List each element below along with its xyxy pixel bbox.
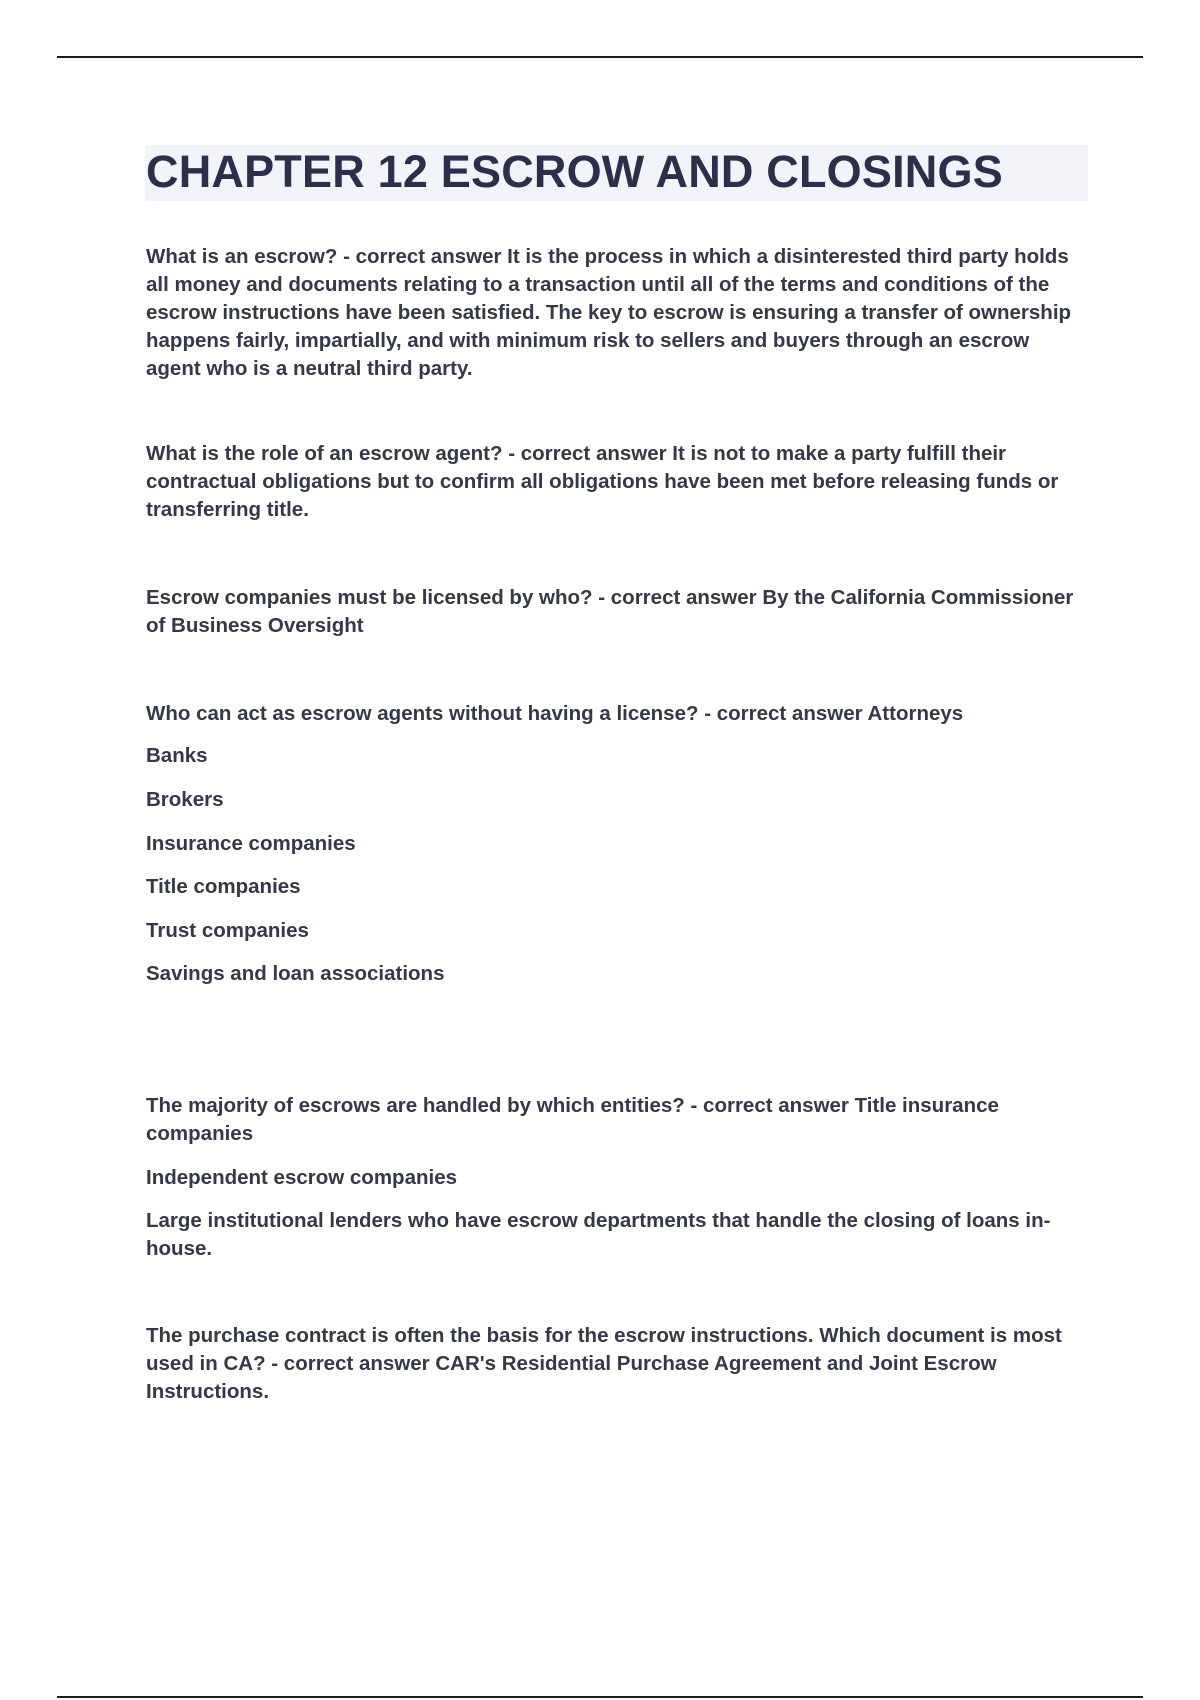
- qa-escrow-definition: What is an escrow? - correct answer It is the process in which a disinterested third party holds all money and documents relating to a transaction until all of the terms and conditions of the escrow instructions have been satisfied. The key to escrow is ensuring a transfer of ownership happens fairly, impartially, and with minimum risk to sellers and buyers through an escrow agent who is a neutral third party.: [146, 245, 1072, 380]
- bottom-rule: [57, 1696, 1143, 1698]
- list-item: Savings and loan associations: [146, 962, 445, 985]
- list-item: Trust companies: [146, 919, 309, 942]
- qa-purchase-contract: The purchase contract is often the basis for the escrow instructions. Which document is most used in CA? - correct answer CAR's Residential Purchase Agreement and Joint Escrow Instructions.: [146, 1324, 1062, 1403]
- list-item: Insurance companies: [146, 832, 356, 855]
- qa-escrow-entities: The majority of escrows are handled by which entities? - correct answer Title insurance companies: [146, 1094, 999, 1145]
- qa-unlicensed-agents: Who can act as escrow agents without having a license? - correct answer Attorneys: [146, 702, 964, 725]
- page-title: CHAPTER 12 ESCROW AND CLOSINGS: [146, 146, 1003, 197]
- qa-escrow-licensing: Escrow companies must be licensed by who? - correct answer By the California Commissioner of Business Oversight: [146, 586, 1074, 637]
- top-rule: [57, 56, 1143, 58]
- list-item: Title companies: [146, 875, 301, 898]
- list-item: Large institutional lenders who have escrow departments that handle the closing of loans in-house.: [146, 1209, 1051, 1260]
- list-item: Independent escrow companies: [146, 1166, 457, 1189]
- qa-escrow-agent-role: What is the role of an escrow agent? - correct answer It is not to make a party fulfill their contractual obligations but to confirm all obligations have been met before releasing funds or transferring title.: [146, 442, 1059, 521]
- list-item: Banks: [146, 744, 208, 767]
- list-item: Brokers: [146, 788, 224, 811]
